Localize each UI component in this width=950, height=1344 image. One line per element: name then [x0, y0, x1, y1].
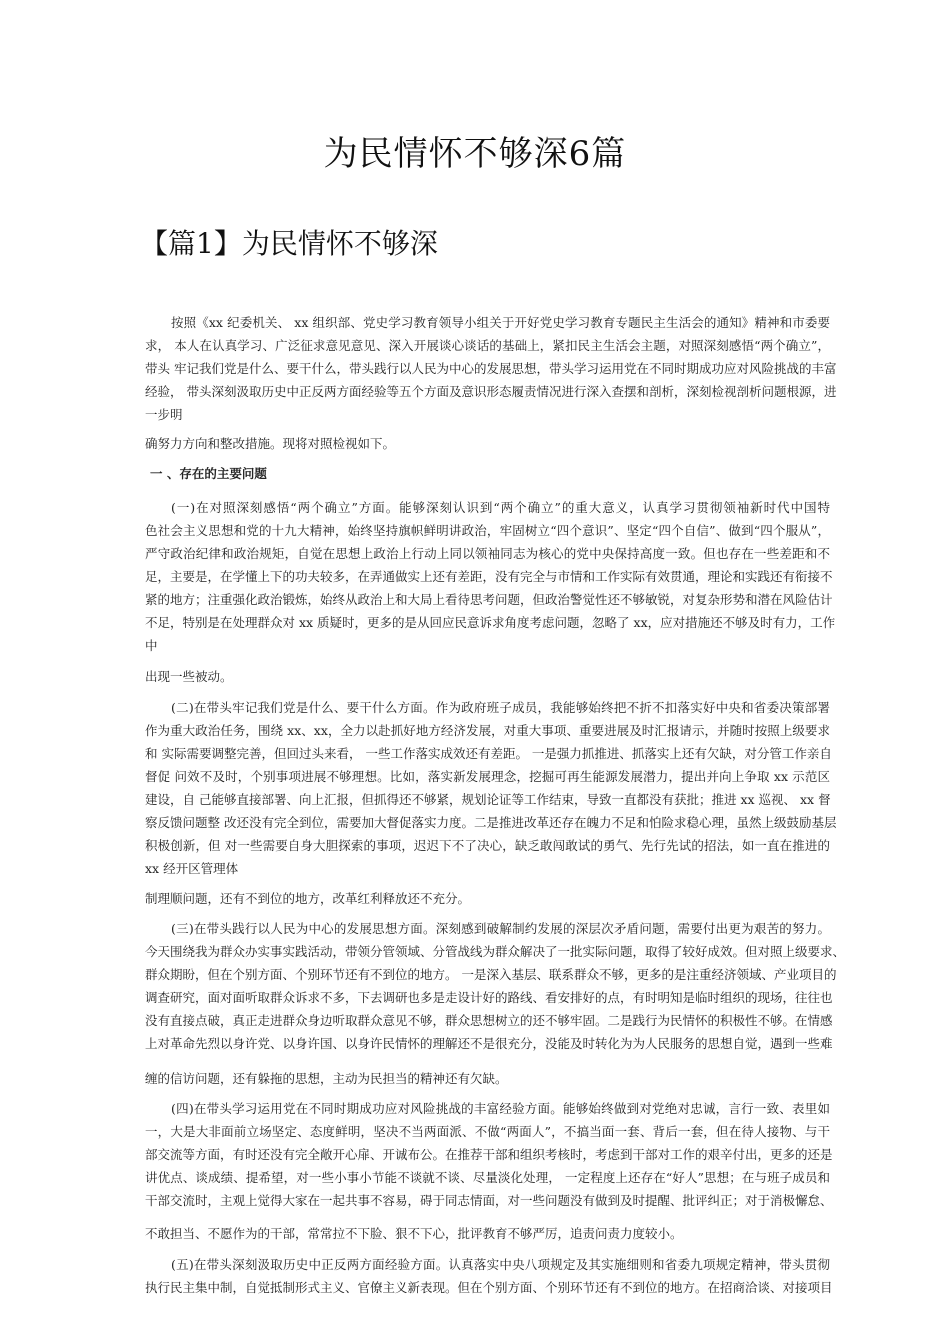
- paragraph-line: 执行民主集中制，自觉抵制形式主义、官僚主义新表现。但在个别方面、个别环节还有不到位的地方。在招商洽谈、对接项目: [145, 1280, 833, 1295]
- paragraph-line: 一，大是大非面前立场坚定、态度鲜明，坚决不当两面派、不做“两面人”，不搞当面一套、背后一套，但在待人接物、与干: [145, 1124, 830, 1139]
- paragraph-line: 出现一些被动。: [145, 669, 233, 684]
- paragraph-line: 按照《xx 纪委机关、 xx 组织部、党史学习教育领导小组关于开好党史学习教育专题民主生活会的通知》精神和市委要: [171, 315, 830, 330]
- paragraph-line: 上对革命先烈以身许党、以身许国、以身许民情怀的理解还不是很充分，没能及时转化为为人民服务的思想自觉，遇到一些难: [145, 1036, 833, 1051]
- paragraph-line: 缠的信访问题，还有躲拖的思想，主动为民担当的精神还有欠缺。: [145, 1071, 508, 1086]
- paragraph-line: 紧的地方；注重强化政治锻炼，始终从政治上和大局上看待思考问题，但政治警觉性还不够敏锐，对复杂形势和潜在风险估计: [145, 592, 833, 607]
- paragraph-line: 督促 问效不及时，个别事项进展不够理想。比如，落实新发展理念，挖掘可再生能源发展潜力，提出并向上争取 xx 示范区: [145, 769, 830, 784]
- paragraph-line: 不足，特别是在处理群众对 xx 质疑时，更多的是从回应民意诉求角度考虑问题，忽略了 xx，应对措施还不够及时有力，工作: [145, 615, 836, 630]
- paragraph-line: xx 经开区管理体: [145, 861, 239, 876]
- paragraph-line: (一)在对照深刻感悟“两个确立”方面。能够深刻认识到“两个确立”的重大意义，认真学习贯彻领袖新时代中国特: [171, 500, 830, 515]
- paragraph-line: 调查研究，面对面听取群众诉求不多，下去调研也多是走设计好的路线、看安排好的点，有时明知是临时组织的现场，往往也: [145, 990, 833, 1005]
- paragraph-line: 部交流等方面，有时还没有完全敞开心扉、开诚布公。在推荐干部和组织考核时，考虑到干部对工作的艰辛付出，更多的还是: [145, 1147, 833, 1162]
- article-heading: 【篇1】为民情怀不够深: [140, 227, 438, 260]
- paragraph-line: 确努力方向和整改措施。现将对照检视如下。: [145, 436, 396, 451]
- paragraph-line: 今天围绕我为群众办实事实践活动，带领分管领域、分管战线为群众解决了一批实际问题，取得了较好成效。但对照上级要求、: [145, 944, 846, 959]
- paragraph-line: (五)在带头深刻汲取历史中正反两方面经验方面。认真落实中央八项规定及其实施细则和省委九项规定精神，带头贯彻: [171, 1257, 830, 1272]
- paragraph-line: 没有直接点破，真正走进群众身边听取群众意见不够，群众思想树立的还不够牢固。二是践行为民情怀的积极性不够。在情感: [145, 1013, 833, 1028]
- paragraph-line: 经验， 带头深刻汲取历史中正反两方面经验等五个方面及意识形态履责情况进行深入查摆和剖析，深刻检视剖析问题根源，进: [145, 384, 837, 399]
- paragraph-line: (三)在带头践行以人民为中心的发展思想方面。深刻感到破解制约发展的深层次矛盾问题，需要付出更为艰苦的努力。: [171, 921, 830, 936]
- document-title: 为民情怀不够深6篇: [323, 134, 627, 174]
- paragraph-line: 干部交流时，主观上觉得大家在一起共事不容易，碍于同志情面，对一些问题没有做到及时提醒、批评纠正；对于消极懈怠、: [145, 1193, 833, 1208]
- paragraph-line: 和 实际需要调整完善，但回过头来看， 一些工作落实成效还有差距。 一是强力抓推进、抓落实上还有欠缺，对分管工作亲自: [145, 746, 832, 761]
- paragraph: [145, 1067, 830, 1090]
- paragraph-line: 察反馈问题整 改还没有完全到位，需要加大督促落实力度。二是推进改革还存在魄力不足和怕险求稳心理，虽然上级鼓励基层: [145, 815, 837, 830]
- paragraph-line: 积极创新，但 对一些需要自身大胆探索的事项，迟迟下不了决心，缺乏敢闯敢试的勇气、先行先试的招法，如一直在推进的: [145, 838, 830, 853]
- paragraph-line: (四)在带头学习运用党在不同时期成功应对风险挑战的丰富经验方面。能够始终做到对党绝对忠诚，言行一致、表里如: [171, 1101, 830, 1116]
- paragraph: [145, 665, 830, 688]
- paragraph: [145, 1222, 830, 1245]
- paragraph-line: 制理顺问题，还有不到位的地方，改革红利释放还不充分。: [145, 891, 471, 906]
- paragraph-line: 带头 牢记我们党是什么、要干什么，带头践行以人民为中心的发展思想，带头学习运用党在不同时期成功应对风险挑战的丰富: [145, 361, 837, 376]
- paragraph-line: 不敢担当、不愿作为的干部，常常拉不下脸、狠不下心，批评教育不够严厉，追责问责力度较小。: [145, 1226, 683, 1241]
- paragraph-line: (二)在带头牢记我们党是什么、要干什么方面。作为政府班子成员，我能够始终把不折不扣落实好中央和省委决策部署: [171, 700, 830, 715]
- paragraph: [145, 887, 830, 910]
- paragraph: [145, 1253, 833, 1299]
- paragraph-line: 讲优点、谈成绩、提希望，对一些小事小节能不谈就不谈、尽量淡化处理， 一定程度上还存在“好人”思想；在与班子成员和: [145, 1170, 830, 1185]
- paragraph: [145, 696, 837, 880]
- paragraph: [145, 917, 846, 1055]
- paragraph-line: 色社会主义思想和党的十九大精神，始终坚持旗帜鲜明讲政治，牢固树立“四个意识”、坚定“四个自信”、做到“四个服从”，: [145, 523, 830, 538]
- paragraph-line: 作为重大政治任务，围绕 xx、xx，全力以赴抓好地方经济发展，对重大事项、重要进展及时汇报请示，并随时按照上级要求: [145, 723, 830, 738]
- paragraph-line: 严守政治纪律和政治规矩，自觉在思想上政治上行动上同以领袖同志为核心的党中央保持高度一致。但也存在一些差距和不: [145, 546, 830, 561]
- section-heading: 一 、存在的主要问题: [150, 466, 267, 481]
- paragraph-line: 建设，自 己能够直接部署、向上汇报，但抓得还不够紧，规划论证等工作结束，导致一直都没有获批；推进 xx 巡视、 xx 督: [145, 792, 831, 807]
- paragraph-line: 求， 本人在认真学习、广泛征求意见意见、深入开展谈心谈话的基础上，紧扣民主生活会主题，对照深刻感悟“两个确立”，: [145, 338, 830, 353]
- paragraph-line: 群众期盼，但在个别方面、个别环节还有不到位的地方。 一是深入基层、联系群众不够，更多的是注重经济领域、产业项目的: [145, 967, 837, 982]
- paragraph-line: 中: [145, 638, 158, 653]
- paragraph: [145, 496, 836, 657]
- paragraph: [145, 1097, 833, 1212]
- paragraph-line: 一步明: [145, 407, 183, 422]
- paragraph: [145, 311, 837, 426]
- paragraph: [145, 432, 830, 455]
- paragraph-line: 足，主要是，在学懂上下的功夫较多，在弄通做实上还有差距，没有完全与市情和工作实际有效贯通，理论和实践还有衔接不: [145, 569, 833, 584]
